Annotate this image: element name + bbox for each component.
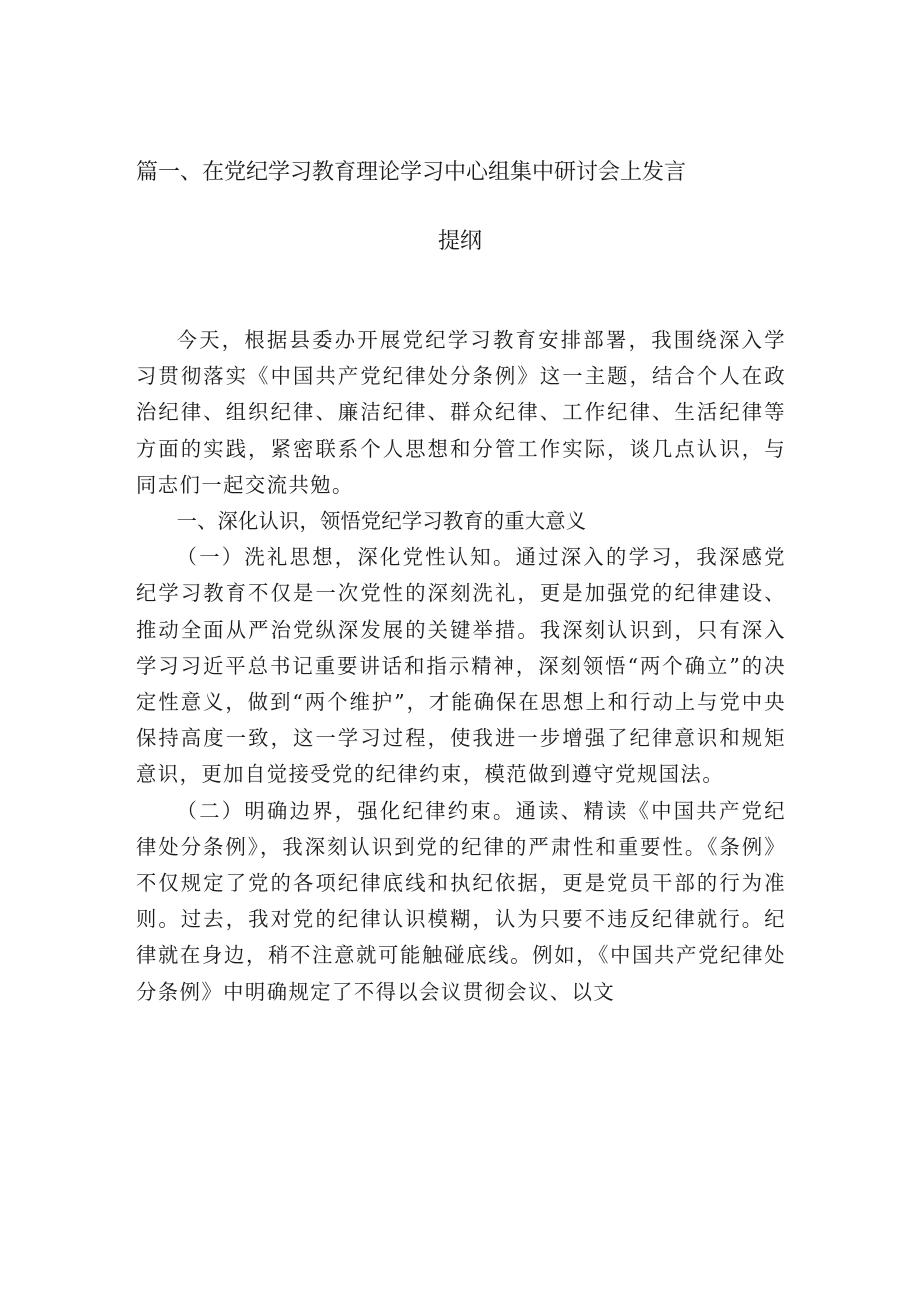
subsection-paragraph-2: （二）明确边界，强化纪律约束。通读、精读《中国共产党纪律处分条例》，我深刻认识到党的纪律的严肃性和重要性。《条例》不仅规定了党的各项纪律底线和执纪依据，更是党员干部的行为准则。过去，我对党的纪律认识模糊，认为只要不违反纪律就行。纪律就在身边，稍不注意就可能触碰底线。例如，《中国共产党纪律处分条例》中明确规定了不得以会议贯彻会议、以文 <box>136 798 786 1004</box>
document-title-continuation: 提纲 <box>437 229 482 254</box>
document-body <box>136 322 786 1010</box>
subsection-paragraph-1: （一）洗礼思想，深化党性认知。通过深入的学习，我深感党纪学习教育不仅是一次党性的深刻洗礼，更是加强党的纪律建设、推动全面从严治党纵深发展的关键举措。我深刻认识到，只有深入学习习近平总书记重要讲话和指示精神，深刻领悟“两个确立”的决定性意义，做到“两个维护”，才能确保在思想上和行动上与党中央保持高度一致，这一学习过程，使我进一步增强了纪律意识和规矩意识，更加自觉接受党的纪律约束，模范做到遵守党规国法。 <box>136 545 786 787</box>
section-heading-1: 一、深化认识，领悟党纪学习教育的重大意义 <box>176 509 587 534</box>
intro-paragraph: 今天，根据县委办开展党纪学习教育安排部署，我围绕深入学习贯彻落实《中国共产党纪律处分条例》这一主题，结合个人在政治纪律、组织纪律、廉洁纪律、群众纪律、工作纪律、生活纪律等方面的实践，紧密联系个人思想和分管工作实际，谈几点认识，与同志们一起交流共勉。 <box>136 328 786 497</box>
document-title: 篇一、在党纪学习教育理论学习中心组集中研讨会上发言 <box>136 160 687 185</box>
